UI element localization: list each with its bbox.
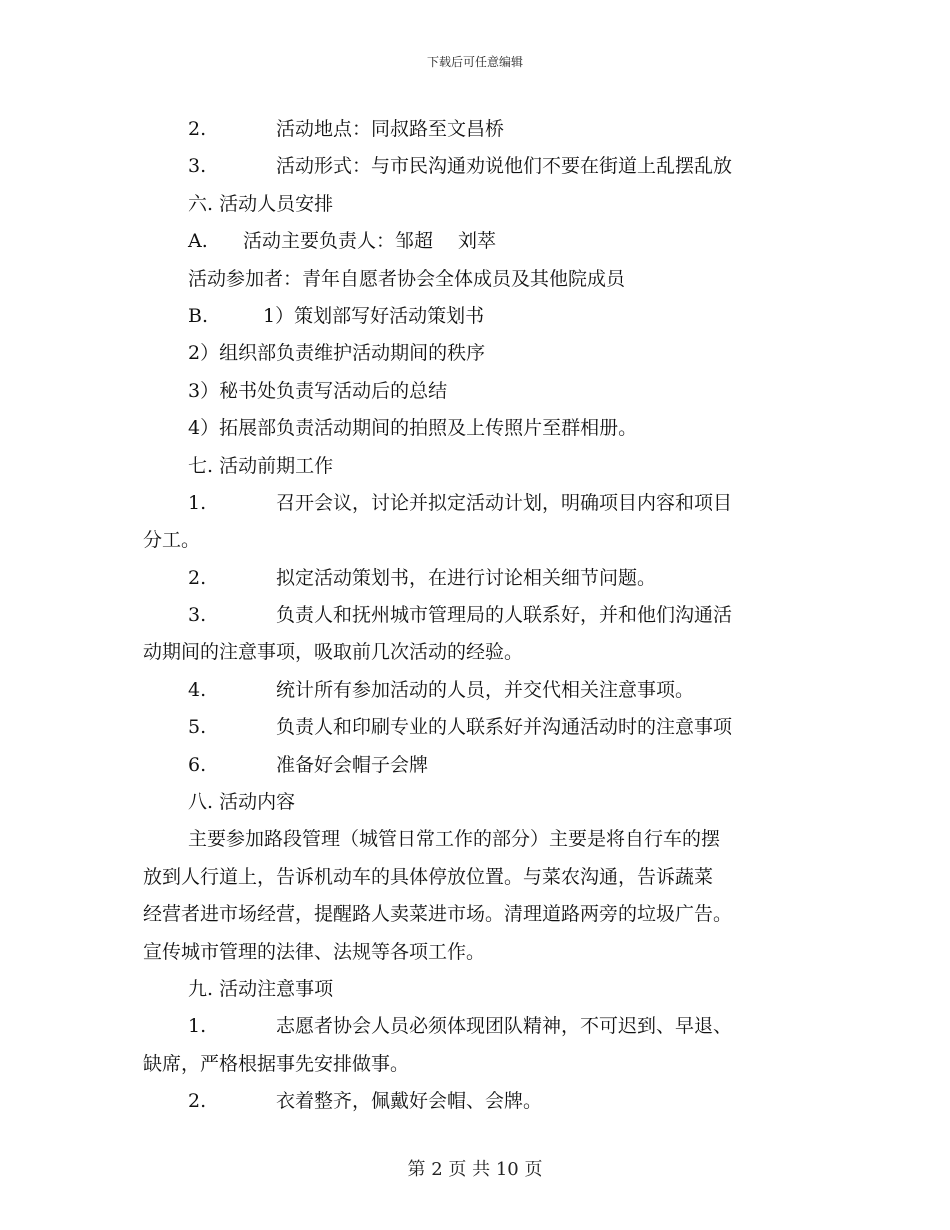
list-item [143, 1008, 803, 1045]
item-number: 4. [188, 678, 207, 701]
section-heading: 六. 活动人员安排 [188, 192, 334, 215]
item-text: 负责人和抚州城市管理局的人联系好，并和他们沟通活 [276, 604, 733, 627]
paragraph-line: 宣传城市管理的法律、法规等各项工作。 [143, 940, 486, 963]
item-number: 1. [188, 1015, 207, 1038]
paragraph-line: 放到人行道上，告诉机动车的具体停放位置。与菜农沟通，告诉蔬菜 [143, 865, 714, 888]
list-item [143, 298, 803, 335]
item-number: 2. [188, 1090, 207, 1113]
paragraph-line: 动期间的注意事项，吸取前几次活动的经验。 [143, 641, 524, 664]
item-text: 衣着整齐，佩戴好会帽、会牌。 [276, 1090, 543, 1113]
list-item [143, 111, 803, 148]
page-header: 下载后可任意编辑 [426, 55, 523, 69]
list-item [143, 597, 803, 634]
item-number: A. [188, 230, 208, 253]
item-number: 6. [188, 753, 207, 776]
list-item [143, 223, 803, 260]
item-text: 志愿者协会人员必须体现团队精神，不可迟到、早退、 [276, 1015, 733, 1038]
item-number: 2. [188, 118, 207, 140]
paragraph-line: 缺席，严格根据事先安排做事。 [143, 1052, 410, 1075]
document-body [143, 111, 803, 1121]
list-item [143, 1083, 803, 1120]
item-text: 活动形式：与市民沟通劝说他们不要在街道上乱摆乱放 [276, 155, 733, 178]
list-item: 4）拓展部负责活动期间的拍照及上传照片至群相册。 [188, 417, 638, 440]
list-item [143, 485, 803, 522]
paragraph-line: 分工。 [143, 529, 201, 552]
item-number: 1. [188, 491, 207, 514]
item-text: 活动主要负责人：邹超 刘萃 [243, 230, 497, 253]
item-text: 召开会议，讨论并拟定活动计划，明确项目内容和项目 [276, 491, 733, 514]
item-text: 活动地点：同叔路至文昌桥 [276, 118, 505, 140]
item-number: 5. [188, 716, 207, 739]
item-number: 3. [188, 155, 207, 178]
item-number: 2. [188, 566, 207, 589]
item-text: 准备好会帽子会牌 [276, 753, 429, 776]
item-text: 负责人和印刷专业的人联系好并沟通活动时的注意事项 [276, 716, 733, 739]
page-number: 第 2 页 共 10 页 [407, 1159, 543, 1180]
list-item: 3）秘书处负责写活动后的总结 [188, 379, 448, 402]
list-item [143, 709, 803, 746]
section-heading: 八. 活动内容 [188, 791, 296, 814]
list-item [143, 672, 803, 709]
section-heading: 七. 活动前期工作 [188, 454, 334, 477]
item-text: 拟定活动策划书，在进行讨论相关细节问题。 [276, 566, 657, 589]
item-number: B. [188, 304, 209, 327]
list-item [143, 148, 803, 185]
item-number: 3. [188, 604, 207, 627]
section-heading: 九. 活动注意事项 [188, 977, 334, 1000]
paragraph-line: 经营者进市场经营，提醒路人卖菜进市场。清理道路两旁的垃圾广告。 [143, 903, 733, 926]
paragraph-line: 主要参加路段管理（城管日常工作的部分）主要是将自行车的摆 [188, 828, 721, 851]
paragraph-line: 活动参加者：青年自愿者协会全体成员及其他院成员 [188, 267, 626, 290]
list-item [143, 560, 803, 597]
item-text: 统计所有参加活动的人员，并交代相关注意事项。 [276, 678, 695, 701]
item-text: 1）策划部写好活动策划书 [263, 304, 485, 327]
list-item [143, 747, 803, 784]
list-item: 2）组织部负责维护活动期间的秩序 [188, 342, 486, 365]
